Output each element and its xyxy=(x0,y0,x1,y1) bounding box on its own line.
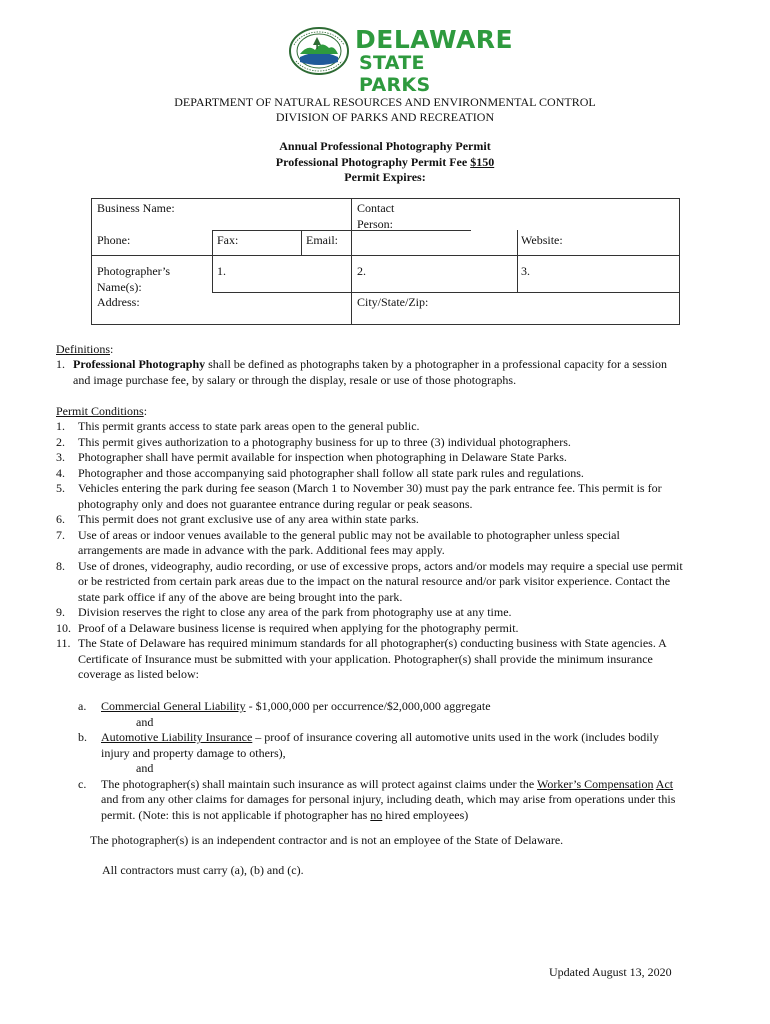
carry-requirement: All contractors must carry (a), (b) and (c). xyxy=(102,863,304,877)
item-text: and from any other claims for damages for personal injury, including death, which may arise from operations under this permit. (Note: this is not applicable if photographer has xyxy=(101,792,676,822)
condition-item xyxy=(56,466,686,482)
item-text: – proof of insurance covering all automotive units used in the work (includes bodily injury and property damage to others), xyxy=(101,730,659,760)
condition-item xyxy=(56,559,686,606)
item-text: The photographer(s) shall maintain such insurance as will protect against claims under the xyxy=(101,776,537,791)
item-letter: c. xyxy=(78,776,87,791)
condition-text: This permit gives authorization to a photography business for up to three (3) individual photographers. xyxy=(78,434,571,449)
column-divider xyxy=(301,230,302,255)
conditions-heading-text: Permit Conditions xyxy=(56,404,144,418)
item-text: - $1,000,000 per occurrence/$2,000,000 aggregate xyxy=(245,699,491,713)
definition-text: shall be defined as photographs taken by a photographer in a professional capacity for a session and image purchase fee, by salary or through the display, resale or use of those photographs. xyxy=(73,357,667,387)
address-field[interactable]: Address: xyxy=(97,295,140,309)
item-number: 1. xyxy=(56,357,65,371)
condition-text: This permit grants access to state park areas open to the general public. xyxy=(78,419,420,433)
condition-text: Photographer and those accompanying said photographer shall follow all state park rules and regulations. xyxy=(78,465,584,480)
permit-title: Annual Professional Photography Permit xyxy=(279,139,491,153)
updated-date: Updated August 13, 2020 xyxy=(549,965,672,979)
no-emphasis: no xyxy=(370,807,383,822)
logo-wordmark-state-parks: STATE PARKS xyxy=(359,52,431,96)
permit-fee-line xyxy=(0,154,770,170)
delaware-state-parks-logo xyxy=(288,25,514,96)
column-divider xyxy=(351,199,352,324)
conditions-list xyxy=(56,419,686,683)
applicant-info-table xyxy=(91,198,680,325)
item-number: 10. xyxy=(56,620,71,635)
contact-person-field[interactable]: Contact Person: xyxy=(357,201,395,231)
condition-text: Use of areas or indoor venues available to the general public may not be available to photographer unless special arrangements are made in advance with the park. Additional fees may apply. xyxy=(78,527,620,557)
condition-item xyxy=(56,528,686,559)
contractor-statement: The photographer(s) is an independent contractor and is not an employee of the State of Delaware. xyxy=(90,833,564,847)
item-number: 2. xyxy=(56,434,65,449)
item-number: 8. xyxy=(56,558,65,573)
conditions-heading xyxy=(56,404,147,420)
department-heading: DEPARTMENT OF NATURAL RESOURCES AND ENVIRONMENTAL CONTROL xyxy=(174,95,596,109)
workers-comp-link[interactable]: Worker’s Compensation xyxy=(536,776,654,791)
item-number: 5. xyxy=(56,481,65,495)
automotive-liability-link[interactable]: Automotive Liability Insurance xyxy=(101,730,253,744)
logo-wordmark-delaware: DELAWARE xyxy=(355,25,514,54)
condition-text: Photographer shall have permit available for inspection when photographing in Delaware State Parks. xyxy=(78,450,567,464)
condition-text: Proof of a Delaware business license is required when applying for the photography permit. xyxy=(78,620,519,635)
condition-text: Vehicles entering the park during fee season (March 1 to November 30) must pay the park entrance fee. This permit is for photography only and does not guarantee entrance during regular or peak seasons. xyxy=(78,481,662,511)
email-field[interactable]: Email: xyxy=(306,233,338,247)
fax-field[interactable]: Fax: xyxy=(217,233,239,247)
condition-item xyxy=(56,450,686,466)
list-item xyxy=(78,699,688,715)
condition-text: The State of Delaware has required minimum standards for all photographer(s) conducting business with State agencies. A Certificate of Insurance must be submitted with your application. Photographer(s) shall provide the minimum insurance coverage as listed below: xyxy=(78,636,667,681)
defined-term: Professional Photography xyxy=(73,357,206,371)
definitions-heading-text: Definitions xyxy=(56,342,110,356)
heading-colon: : xyxy=(143,404,148,418)
condition-item xyxy=(56,605,686,621)
list-item xyxy=(78,777,688,824)
condition-item xyxy=(56,419,686,435)
division-heading: DIVISION OF PARKS AND RECREATION xyxy=(275,110,495,124)
item-number: 9. xyxy=(56,605,65,619)
city-state-zip-field[interactable]: City/State/Zip: xyxy=(357,295,429,309)
definitions-list xyxy=(56,357,686,388)
condition-text: Division reserves the right to close any area of the park from photography use at any time. xyxy=(78,605,512,619)
item-number: 6. xyxy=(56,512,65,526)
fee-amount: $150 xyxy=(470,155,495,169)
column-divider xyxy=(517,230,518,292)
photographer-1-field[interactable]: 1. xyxy=(217,264,226,278)
photographer-names-label: Photographer’s Name(s): xyxy=(97,264,171,294)
row-divider xyxy=(212,292,679,293)
condition-text: Use of drones, videography, audio recording, or use of excessive props, actors and/or models may require a special use permit or be restricted from certain park areas due to the impact on the natural resource and/or park visitor experience. Contact the state park office if any of the above are being brought into the park. xyxy=(78,558,683,604)
heading-colon: : xyxy=(110,342,114,356)
item-number: 4. xyxy=(56,465,65,480)
permit-expires: Permit Expires: xyxy=(344,170,426,184)
condition-item xyxy=(56,636,686,683)
condition-item xyxy=(56,435,686,451)
item-letter: a. xyxy=(78,699,87,713)
condition-text: This permit does not grant exclusive use of any area within state parks. xyxy=(78,512,419,526)
row-divider xyxy=(212,230,471,231)
item-number: 11. xyxy=(56,636,71,650)
condition-item xyxy=(56,512,686,528)
website-field[interactable]: Website: xyxy=(521,233,563,247)
fee-label: Professional Photography Permit Fee xyxy=(275,155,471,169)
list-item xyxy=(78,730,688,761)
photographer-2-field[interactable]: 2. xyxy=(357,264,366,278)
and-connector: and xyxy=(136,761,154,775)
photographer-3-field[interactable]: 3. xyxy=(521,264,530,278)
phone-field[interactable]: Phone: xyxy=(97,233,131,247)
item-letter: b. xyxy=(78,730,87,744)
item-number: 1. xyxy=(56,419,65,433)
parks-seal-icon xyxy=(288,26,350,76)
column-divider xyxy=(212,230,213,292)
row-divider xyxy=(92,255,679,256)
item-number: 7. xyxy=(56,527,65,542)
condition-item xyxy=(56,481,686,512)
item-text: hired employees) xyxy=(382,807,469,822)
insurance-list xyxy=(78,699,688,823)
item-number: 3. xyxy=(56,450,65,464)
general-liability-link[interactable]: Commercial General Liability xyxy=(101,699,246,713)
condition-item xyxy=(56,621,686,637)
definitions-heading xyxy=(56,342,113,358)
business-name-field[interactable]: Business Name: xyxy=(97,201,175,215)
and-connector: and xyxy=(136,714,154,729)
list-item xyxy=(56,357,686,388)
workers-comp-act-link[interactable]: Act xyxy=(655,776,674,791)
